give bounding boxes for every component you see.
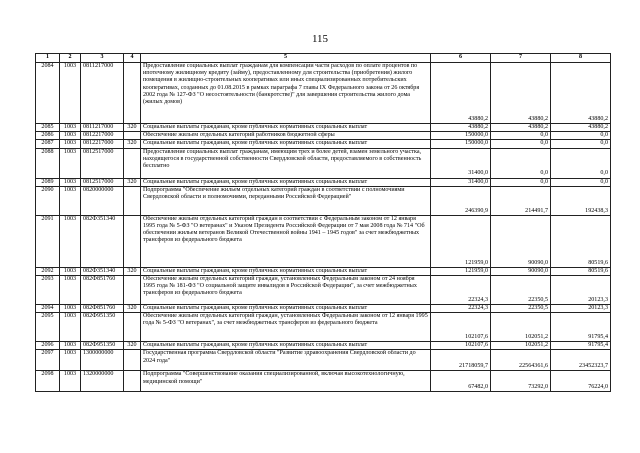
amount-year2-cell: 102051,2 [491,313,551,342]
target-code-cell: 0812517000 [81,148,124,178]
table-row [36,313,611,342]
section-code-cell: 1003 [60,276,81,305]
description-cell: Подпрограмма "Обеспечение жильем отдельных категорий граждан в соответствии с полномочиями Свердловской области и полномочиями, переданными Российской Федерацией" [141,186,431,215]
table-row [36,371,611,392]
description-cell: Предоставление социальных выплат гражданам для компенсации части расходов по оплате процентов по ипотечному жилищному кредиту (займу), предоставленному для строительства (приобретения) жилого помещения в жилищно-строительных кооперативах или иных специализированных потребительских кооперативах, созданных до 01.08.2015 в рамках параграфа 7 главы IX Федерального закона от 26 октября 2002 года № 127-ФЗ "О несостоятельности (банкротстве)" для завершения строительства жилого дома (жилых домов) [141,63,431,124]
target-code-cell: 082Ф351340 [81,215,124,267]
header-cell: 2 [60,54,81,63]
section-code-cell: 1003 [60,186,81,215]
section-code-cell: 1003 [60,124,81,132]
header-cell: 8 [551,54,611,63]
target-code-cell: 0812517000 [81,178,124,186]
expense-type-cell: 320 [124,140,141,148]
amount-year1-cell: 22324,3 [431,305,491,313]
amount-year1-cell: 67482,0 [431,371,491,392]
table-row [36,178,611,186]
target-code-cell: 0811217000 [81,63,124,124]
row-number-cell: 2098 [36,371,60,392]
expense-type-cell [124,313,141,342]
row-number-cell: 2095 [36,313,60,342]
target-code-cell: 082Ф951350 [81,342,124,350]
amount-year1-cell: 22324,3 [431,276,491,305]
expense-type-cell [124,215,141,267]
section-code-cell: 1003 [60,63,81,124]
amount-year2-cell: 0,0 [491,140,551,148]
expense-type-cell [124,276,141,305]
amount-year2-cell: 90090,0 [491,267,551,275]
target-code-cell: 0820000000 [81,186,124,215]
amount-year3-cell: 0,0 [551,140,611,148]
amount-year3-cell: 0,0 [551,148,611,178]
amount-year2-cell: 0,0 [491,178,551,186]
amount-year3-cell: 192438,3 [551,186,611,215]
amount-year2-cell: 0,0 [491,148,551,178]
section-code-cell: 1003 [60,132,81,140]
amount-year1-cell: 246390,9 [431,186,491,215]
row-number-cell: 2084 [36,63,60,124]
expense-type-cell: 320 [124,124,141,132]
row-number-cell: 2093 [36,276,60,305]
section-code-cell: 1003 [60,371,81,392]
amount-year3-cell: 80519,6 [551,267,611,275]
amount-year2-cell: 214491,7 [491,186,551,215]
table-row [36,267,611,275]
table-row [36,124,611,132]
description-cell: Социальные выплаты гражданам, кроме публичных нормативных социальных выплат [141,124,431,132]
section-code-cell: 1003 [60,350,81,371]
target-code-cell: 1320000000 [81,371,124,392]
description-cell: Социальные выплаты гражданам, кроме публичных нормативных социальных выплат [141,267,431,275]
amount-year1-cell: 121959,0 [431,215,491,267]
row-number-cell: 2091 [36,215,60,267]
description-cell: Обеспечение жильем отдельных категорий граждан, установленных Федеральным законом от 24 ноября 1995 года № 181-ФЗ "О социальной защите инвалидов в Российской Федерации", за счет межбюджетных трансферов из федерального бюджета [141,276,431,305]
header-cell: 1 [36,54,60,63]
expense-type-cell [124,63,141,124]
section-code-cell: 1003 [60,313,81,342]
amount-year2-cell: 0,0 [491,132,551,140]
amount-year2-cell: 22564361,6 [491,350,551,371]
table-row [36,276,611,305]
header-cell: 3 [81,54,124,63]
description-cell: Государственная программа Свердловской области "Развитие здравоохранения Свердловской области до 2024 года" [141,350,431,371]
row-number-cell: 2088 [36,148,60,178]
table-row [36,342,611,350]
expense-type-cell [124,186,141,215]
amount-year3-cell: 0,0 [551,178,611,186]
target-code-cell: 082Ф351340 [81,267,124,275]
amount-year2-cell: 90090,0 [491,215,551,267]
description-cell: Подпрограмма "Совершенствование оказания специализированной, включая высокотехнологичную, медицинской помощи" [141,371,431,392]
target-code-cell: 0811217000 [81,124,124,132]
amount-year3-cell: 43880,2 [551,63,611,124]
amount-year3-cell: 91795,4 [551,313,611,342]
amount-year3-cell: 76224,0 [551,371,611,392]
expense-type-cell [124,148,141,178]
table-row [36,350,611,371]
section-code-cell: 1003 [60,267,81,275]
section-code-cell: 1003 [60,178,81,186]
description-cell: Социальные выплаты гражданам, кроме публичных нормативных социальных выплат [141,178,431,186]
header-cell: 4 [124,54,141,63]
row-number-cell: 2096 [36,342,60,350]
target-code-cell: 0812217000 [81,140,124,148]
amount-year2-cell: 43880,2 [491,63,551,124]
row-number-cell: 2089 [36,178,60,186]
target-code-cell: 082Ф851760 [81,305,124,313]
table-row [36,186,611,215]
description-cell: Социальные выплаты гражданам, кроме публичных нормативных социальных выплат [141,140,431,148]
target-code-cell: 082Ф851760 [81,276,124,305]
amount-year3-cell: 0,0 [551,132,611,140]
amount-year2-cell: 22350,5 [491,305,551,313]
expense-type-cell: 320 [124,267,141,275]
amount-year1-cell: 43880,2 [431,63,491,124]
amount-year1-cell: 102107,6 [431,313,491,342]
target-code-cell: 1300000000 [81,350,124,371]
target-code-cell: 0812217000 [81,132,124,140]
amount-year3-cell: 91795,4 [551,342,611,350]
description-cell: Предоставление социальных выплат гражданам, имеющим трех и более детей, взамен земельного участка, находящегося в государственной собственности Свердловской области, предоставляемого в собственность бесплатно [141,148,431,178]
description-cell: Обеспечение жильем отдельных категорий граждан, установленных Федеральным законом от 12 января 1995 года № 5-ФЗ "О ветеранах", за счет межбюджетных трансферов из федерального бюджета [141,313,431,342]
expense-type-cell [124,132,141,140]
amount-year1-cell: 150000,0 [431,140,491,148]
amount-year2-cell: 22350,5 [491,276,551,305]
header-cell: 7 [491,54,551,63]
amount-year2-cell: 73292,0 [491,371,551,392]
row-number-cell: 2092 [36,267,60,275]
expense-type-cell: 320 [124,178,141,186]
expense-type-cell [124,350,141,371]
budget-table [35,53,611,392]
table-header-row [36,54,611,63]
row-number-cell: 2087 [36,140,60,148]
row-number-cell: 2097 [36,350,60,371]
amount-year1-cell: 102107,6 [431,342,491,350]
description-cell: Социальные выплаты гражданам, кроме публичных нормативных социальных выплат [141,305,431,313]
amount-year1-cell: 31400,0 [431,178,491,186]
table-row [36,140,611,148]
page-number: 115 [311,33,329,45]
amount-year1-cell: 150000,0 [431,132,491,140]
table-row [36,63,611,124]
description-cell: Обеспечение жильем отдельных категорий работников бюджетной сферы [141,132,431,140]
row-number-cell: 2094 [36,305,60,313]
section-code-cell: 1003 [60,215,81,267]
description-cell: Социальные выплаты гражданам, кроме публичных нормативных социальных выплат [141,342,431,350]
amount-year1-cell: 21718059,7 [431,350,491,371]
amount-year3-cell: 23452323,7 [551,350,611,371]
amount-year3-cell: 20123,3 [551,276,611,305]
amount-year1-cell: 121959,0 [431,267,491,275]
amount-year3-cell: 43880,2 [551,124,611,132]
table-row [36,132,611,140]
amount-year2-cell: 102051,2 [491,342,551,350]
section-code-cell: 1003 [60,148,81,178]
table-row [36,215,611,267]
section-code-cell: 1003 [60,305,81,313]
expense-type-cell: 320 [124,342,141,350]
target-code-cell: 082Ф951350 [81,313,124,342]
header-cell: 5 [141,54,431,63]
expense-type-cell: 320 [124,305,141,313]
header-cell: 6 [431,54,491,63]
section-code-cell: 1003 [60,342,81,350]
row-number-cell: 2085 [36,124,60,132]
description-cell: Обеспечение жильем отдельных категорий граждан в соответствии с Федеральным законом от 12 января 1995 года № 5-ФЗ "О ветеранах" и Указом Президента Российской Федерации от 7 мая 2008 года № 714 "Об обеспечении жильем ветеранов Великой Отечественной войны 1941 – 1945 годов" за счет межбюджетных трансферов из федерального бюджета [141,215,431,267]
expense-type-cell [124,371,141,392]
amount-year1-cell: 31400,0 [431,148,491,178]
section-code-cell: 1003 [60,140,81,148]
amount-year3-cell: 20123,3 [551,305,611,313]
table-row [36,305,611,313]
table-row [36,148,611,178]
amount-year1-cell: 43880,2 [431,124,491,132]
amount-year2-cell: 43880,2 [491,124,551,132]
row-number-cell: 2086 [36,132,60,140]
amount-year3-cell: 80519,6 [551,215,611,267]
row-number-cell: 2090 [36,186,60,215]
